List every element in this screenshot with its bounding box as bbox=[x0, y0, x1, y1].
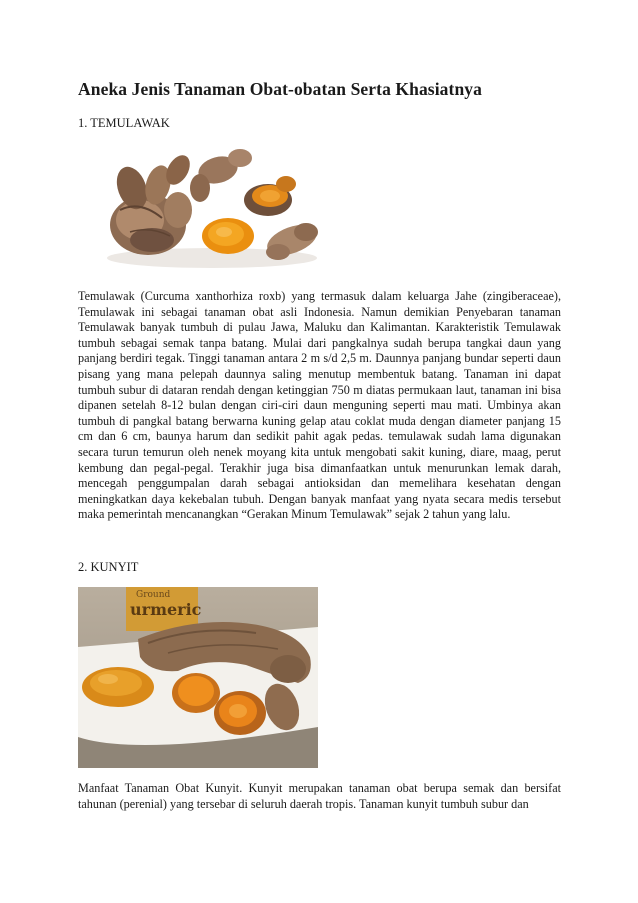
jar-label-line2: urmeric bbox=[130, 600, 202, 619]
document-title: Aneka Jenis Tanaman Obat-obatan Serta Khasiatnya bbox=[78, 79, 482, 99]
kunyit-image bbox=[78, 587, 318, 768]
section-heading-kunyit: 2. KUNYIT bbox=[78, 560, 139, 574]
temulawak-image bbox=[100, 140, 325, 275]
jar-label-line1: Ground bbox=[136, 590, 171, 600]
section-heading-temulawak: 1. TEMULAWAK bbox=[78, 116, 170, 130]
temulawak-paragraph: Temulawak (Curcuma xanthorhiza roxb) yang termasuk dalam keluarga Jahe (zingiberaceae), Temulawak ini sebagai tanaman obat asli Indonesia. Namun demikian Penyebaran tanaman Temulawak banyak tumbuh di pulau Jawa, Maluku dan Kalimantan. Karakteristik Temulawak tumbuh sebagai semak tanpa batang. Mulai dari pangkalnya sudah berupa tangkai daun yang panjang berdiri tegak. Tinggi tanaman antara 2 m s/d 2,5 m. Daunnya panjang bundar seperti daun pisang yang mana pelepah daunnya saling menutup membentuk batang. Tanaman ini dapat tumbuh subur di dataran rendah dengan ketinggian 750 m diatas permukaan laut, tanaman ini bisa dipanen setelah 8-12 bulan dengan ciri-ciri daun menguning seperti mau mati. Umbinya akan tumbuh di pangkal batang berwarna kuning gelap atau coklat muda dengan diameter panjang 15 cm dan 6 cm, baunya harum dan sedikit pahit agak pedas. temulawak sudah lama digunakan secara turun temurun oleh nenek moyang kita untuk mengobati sakit kuning, diare, maag, perut kembung dan pegal-pegal. Terakhir juga bisa dimanfaatkan untuk menurunkan lemak darah, mencegah penggumpalan darah sebagai antioksidan dan memelihara kesehatan dengan meningkatkan daya kekebalan tubuh. Dengan banyak manfaat yang nyata secara medis tersebut maka pemerintah mencanangkan “Gerakan Minum Temulawak” sejak 2 tahun yang lalu. bbox=[78, 289, 561, 522]
kunyit-paragraph: Manfaat Tanaman Obat Kunyit. Kunyit merupakan tanaman obat berupa semak dan bersifat tahunan (perenial) yang tersebar di seluruh daerah tropis. Tanaman kunyit tumbuh subur dan bbox=[78, 781, 561, 811]
